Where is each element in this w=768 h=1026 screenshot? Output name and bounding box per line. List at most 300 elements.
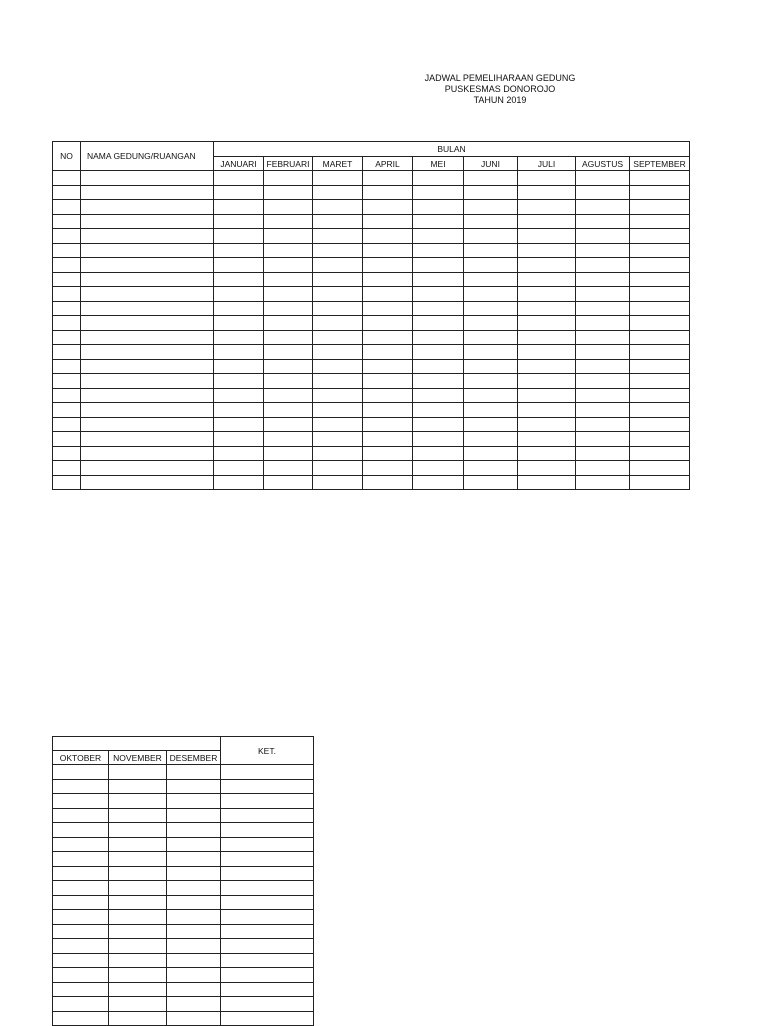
table-cell bbox=[518, 345, 576, 360]
table-cell bbox=[167, 808, 221, 823]
table-cell bbox=[81, 475, 214, 490]
continuation-table bbox=[52, 736, 314, 1026]
table-row bbox=[53, 1011, 314, 1026]
table-cell bbox=[81, 330, 214, 345]
table-cell bbox=[81, 301, 214, 316]
table-cell bbox=[363, 301, 413, 316]
table-cell bbox=[413, 417, 464, 432]
table-cell bbox=[630, 417, 690, 432]
table-cell bbox=[630, 185, 690, 200]
header-building-room: NAMA GEDUNG/RUANGAN bbox=[81, 142, 214, 171]
table-cell bbox=[81, 388, 214, 403]
table-cell bbox=[221, 866, 314, 881]
table-cell bbox=[264, 200, 313, 215]
table-cell bbox=[167, 895, 221, 910]
table-cell bbox=[630, 432, 690, 447]
table-cell bbox=[464, 272, 518, 287]
table-cell bbox=[464, 388, 518, 403]
table-cell bbox=[464, 171, 518, 186]
table-cell bbox=[214, 359, 264, 374]
table-cell bbox=[630, 229, 690, 244]
table-cell bbox=[214, 258, 264, 273]
table-cell bbox=[53, 417, 81, 432]
table-cell bbox=[630, 272, 690, 287]
month-header: FEBRUARI bbox=[264, 157, 313, 171]
table-cell bbox=[363, 388, 413, 403]
table-row bbox=[53, 475, 690, 490]
table-cell bbox=[464, 359, 518, 374]
table-cell bbox=[363, 258, 413, 273]
table-cell bbox=[81, 214, 214, 229]
table-cell bbox=[413, 171, 464, 186]
table-cell bbox=[53, 881, 109, 896]
table-cell bbox=[363, 446, 413, 461]
table-cell bbox=[363, 171, 413, 186]
table-cell bbox=[214, 287, 264, 302]
table-cell bbox=[167, 881, 221, 896]
title-line-2: PUSKESMAS DONOROJO bbox=[444, 84, 556, 94]
table-cell bbox=[576, 287, 630, 302]
table-cell bbox=[214, 345, 264, 360]
table-cell bbox=[221, 794, 314, 809]
month-header: SEPTEMBER bbox=[630, 157, 690, 171]
table-cell bbox=[363, 432, 413, 447]
table-cell bbox=[630, 316, 690, 331]
table-cell bbox=[53, 823, 109, 838]
table-cell bbox=[53, 779, 109, 794]
month-header: APRIL bbox=[363, 157, 413, 171]
table-cell bbox=[264, 388, 313, 403]
table-cell bbox=[518, 272, 576, 287]
table-cell bbox=[53, 461, 81, 476]
table-cell bbox=[413, 229, 464, 244]
table-cell bbox=[413, 432, 464, 447]
table-cell bbox=[313, 388, 363, 403]
table-cell bbox=[313, 417, 363, 432]
table-cell bbox=[264, 258, 313, 273]
table-cell bbox=[630, 258, 690, 273]
table-cell bbox=[413, 446, 464, 461]
table-row bbox=[53, 388, 690, 403]
table-cell bbox=[221, 968, 314, 983]
table-cell bbox=[313, 301, 363, 316]
table-row bbox=[53, 895, 314, 910]
table-cell bbox=[413, 287, 464, 302]
table-cell bbox=[167, 1011, 221, 1026]
table-cell bbox=[221, 982, 314, 997]
table-cell bbox=[464, 229, 518, 244]
table-cell bbox=[313, 229, 363, 244]
table-cell bbox=[464, 316, 518, 331]
table-cell bbox=[576, 432, 630, 447]
table-cell bbox=[630, 374, 690, 389]
table-cell bbox=[264, 345, 313, 360]
month-header: NOVEMBER bbox=[109, 751, 167, 765]
table-cell bbox=[363, 461, 413, 476]
table-cell bbox=[109, 924, 167, 939]
table-cell bbox=[81, 461, 214, 476]
month-header: MEI bbox=[413, 157, 464, 171]
table-row bbox=[53, 837, 314, 852]
table-cell bbox=[109, 997, 167, 1012]
table-cell bbox=[413, 258, 464, 273]
title-line-3: TAHUN 2019 bbox=[473, 95, 527, 105]
table-row bbox=[53, 794, 314, 809]
table-cell bbox=[630, 214, 690, 229]
table-cell bbox=[53, 866, 109, 881]
table-cell bbox=[518, 417, 576, 432]
table-cell bbox=[413, 403, 464, 418]
table-cell bbox=[313, 432, 363, 447]
table-cell bbox=[313, 446, 363, 461]
table-cell bbox=[53, 837, 109, 852]
table-row bbox=[53, 200, 690, 215]
table-cell bbox=[576, 185, 630, 200]
month-header: JULI bbox=[518, 157, 576, 171]
table-cell bbox=[109, 837, 167, 852]
table-cell bbox=[53, 330, 81, 345]
table-cell bbox=[53, 446, 81, 461]
table-cell bbox=[214, 214, 264, 229]
table-cell bbox=[53, 852, 109, 867]
table-cell bbox=[464, 258, 518, 273]
table-cell bbox=[221, 765, 314, 780]
table-cell bbox=[53, 475, 81, 490]
table-cell bbox=[363, 345, 413, 360]
table-cell bbox=[109, 765, 167, 780]
table-cell bbox=[518, 374, 576, 389]
table-cell bbox=[167, 924, 221, 939]
table-row bbox=[53, 881, 314, 896]
table-cell bbox=[81, 316, 214, 331]
table-cell bbox=[630, 171, 690, 186]
table-cell bbox=[109, 866, 167, 881]
table-cell bbox=[81, 171, 214, 186]
table-row bbox=[53, 823, 314, 838]
table-cell bbox=[630, 403, 690, 418]
table-cell bbox=[214, 229, 264, 244]
table-cell bbox=[464, 243, 518, 258]
table-cell bbox=[313, 200, 363, 215]
table-cell bbox=[264, 330, 313, 345]
table-cell bbox=[221, 895, 314, 910]
table-row bbox=[53, 432, 690, 447]
table-cell bbox=[167, 997, 221, 1012]
table-row bbox=[53, 924, 314, 939]
table-cell bbox=[167, 939, 221, 954]
month-header: MARET bbox=[313, 157, 363, 171]
table-cell bbox=[576, 200, 630, 215]
title-line-1: JADWAL PEMELIHARAAN GEDUNG bbox=[424, 73, 576, 83]
table-cell bbox=[576, 374, 630, 389]
table-cell bbox=[53, 808, 109, 823]
table-cell bbox=[167, 982, 221, 997]
table-cell bbox=[630, 200, 690, 215]
table-cell bbox=[264, 432, 313, 447]
table-cell bbox=[363, 214, 413, 229]
table-cell bbox=[221, 997, 314, 1012]
table-cell bbox=[214, 185, 264, 200]
table-cell bbox=[53, 359, 81, 374]
table-row bbox=[53, 953, 314, 968]
table-cell bbox=[53, 968, 109, 983]
table-cell bbox=[167, 837, 221, 852]
table-cell bbox=[576, 345, 630, 360]
table-cell bbox=[109, 939, 167, 954]
table-cell bbox=[109, 852, 167, 867]
table-cell bbox=[630, 287, 690, 302]
table-row bbox=[53, 808, 314, 823]
table-cell bbox=[167, 910, 221, 925]
table-row bbox=[53, 243, 690, 258]
table-cell bbox=[109, 779, 167, 794]
table-cell bbox=[109, 1011, 167, 1026]
table-cell bbox=[53, 185, 81, 200]
table-cell bbox=[53, 765, 109, 780]
table-cell bbox=[53, 939, 109, 954]
table-cell bbox=[313, 214, 363, 229]
table-cell bbox=[518, 316, 576, 331]
table-cell bbox=[464, 200, 518, 215]
table-cell bbox=[518, 432, 576, 447]
table-cell bbox=[167, 968, 221, 983]
table-row bbox=[53, 374, 690, 389]
table-cell bbox=[518, 214, 576, 229]
table-cell bbox=[630, 359, 690, 374]
table-cell bbox=[464, 287, 518, 302]
table-cell bbox=[109, 881, 167, 896]
table-cell bbox=[81, 345, 214, 360]
table-cell bbox=[221, 823, 314, 838]
table-cell bbox=[363, 185, 413, 200]
table-cell bbox=[214, 171, 264, 186]
table-cell bbox=[53, 345, 81, 360]
table-cell bbox=[214, 475, 264, 490]
table-cell bbox=[221, 808, 314, 823]
table-cell bbox=[363, 229, 413, 244]
table-cell bbox=[81, 417, 214, 432]
table-cell bbox=[576, 214, 630, 229]
table-cell bbox=[576, 330, 630, 345]
table-cell bbox=[413, 330, 464, 345]
table-cell bbox=[363, 359, 413, 374]
table-cell bbox=[518, 403, 576, 418]
table-cell bbox=[576, 388, 630, 403]
table-cell bbox=[518, 446, 576, 461]
table-cell bbox=[109, 910, 167, 925]
table-cell bbox=[53, 953, 109, 968]
table-row bbox=[53, 301, 690, 316]
table-cell bbox=[221, 837, 314, 852]
table-cell bbox=[81, 287, 214, 302]
table-cell bbox=[518, 287, 576, 302]
table-cell bbox=[53, 910, 109, 925]
month-header: DESEMBER bbox=[167, 751, 221, 765]
month-header: JUNI bbox=[464, 157, 518, 171]
table-cell bbox=[630, 446, 690, 461]
month-header: OKTOBER bbox=[53, 751, 109, 765]
table-cell bbox=[464, 432, 518, 447]
table-cell bbox=[81, 359, 214, 374]
table-cell bbox=[630, 461, 690, 476]
table-cell bbox=[264, 446, 313, 461]
table-cell bbox=[53, 388, 81, 403]
table-cell bbox=[264, 171, 313, 186]
table-cell bbox=[53, 258, 81, 273]
table-cell bbox=[53, 895, 109, 910]
table-cell bbox=[413, 301, 464, 316]
table-row bbox=[53, 939, 314, 954]
table-cell bbox=[576, 272, 630, 287]
table-cell bbox=[81, 185, 214, 200]
main-table-body bbox=[53, 171, 690, 490]
table-cell bbox=[413, 243, 464, 258]
table-cell bbox=[53, 287, 81, 302]
table-cell bbox=[576, 316, 630, 331]
header-ket: KET. bbox=[221, 737, 314, 765]
table-cell bbox=[264, 272, 313, 287]
table-cell bbox=[109, 982, 167, 997]
table-cell bbox=[363, 243, 413, 258]
table-cell bbox=[264, 229, 313, 244]
table-cell bbox=[264, 185, 313, 200]
table-cell bbox=[53, 200, 81, 215]
table-cell bbox=[81, 272, 214, 287]
table-cell bbox=[413, 461, 464, 476]
table-cell bbox=[167, 953, 221, 968]
table-cell bbox=[464, 403, 518, 418]
table-cell bbox=[464, 214, 518, 229]
table-cell bbox=[109, 794, 167, 809]
table-cell bbox=[464, 345, 518, 360]
table-cell bbox=[413, 475, 464, 490]
table-cell bbox=[363, 475, 413, 490]
table-cell bbox=[214, 200, 264, 215]
table-cell bbox=[53, 1011, 109, 1026]
table-cell bbox=[167, 794, 221, 809]
table-row bbox=[53, 997, 314, 1012]
table-row bbox=[53, 910, 314, 925]
table-cell bbox=[630, 345, 690, 360]
table-cell bbox=[81, 243, 214, 258]
table-cell bbox=[214, 272, 264, 287]
table-cell bbox=[264, 243, 313, 258]
table-cell bbox=[576, 301, 630, 316]
table-cell bbox=[167, 852, 221, 867]
table-cell bbox=[518, 258, 576, 273]
table-cell bbox=[630, 388, 690, 403]
table-cell bbox=[518, 475, 576, 490]
table-cell bbox=[264, 475, 313, 490]
table-cell bbox=[576, 258, 630, 273]
table-cell bbox=[53, 171, 81, 186]
table-cell bbox=[313, 461, 363, 476]
table-row bbox=[53, 258, 690, 273]
table-cell bbox=[264, 461, 313, 476]
table-cell bbox=[53, 301, 81, 316]
table-cell bbox=[363, 272, 413, 287]
table-cell bbox=[264, 374, 313, 389]
table-cell bbox=[313, 316, 363, 331]
document-title bbox=[400, 73, 600, 106]
table-cell bbox=[518, 388, 576, 403]
table-cell bbox=[464, 417, 518, 432]
table-cell bbox=[81, 446, 214, 461]
table-row bbox=[53, 779, 314, 794]
table-cell bbox=[576, 243, 630, 258]
table-row bbox=[53, 330, 690, 345]
table-cell bbox=[264, 301, 313, 316]
table-cell bbox=[363, 417, 413, 432]
table-cell bbox=[109, 808, 167, 823]
table-cell bbox=[167, 866, 221, 881]
table-cell bbox=[53, 229, 81, 244]
table-row bbox=[53, 345, 690, 360]
table-cell bbox=[313, 258, 363, 273]
table-row bbox=[53, 214, 690, 229]
table-cell bbox=[214, 417, 264, 432]
table-cell bbox=[53, 243, 81, 258]
table-cell bbox=[413, 359, 464, 374]
table-cell bbox=[313, 185, 363, 200]
table-cell bbox=[464, 374, 518, 389]
table-cell bbox=[576, 171, 630, 186]
table-cell bbox=[53, 214, 81, 229]
table-cell bbox=[81, 432, 214, 447]
table-cell bbox=[221, 939, 314, 954]
table-row bbox=[53, 461, 690, 476]
table-cell bbox=[413, 272, 464, 287]
table-cell bbox=[109, 968, 167, 983]
table-cell bbox=[109, 953, 167, 968]
table-cell bbox=[313, 330, 363, 345]
table-cell bbox=[518, 330, 576, 345]
table-cell bbox=[53, 794, 109, 809]
table-cell bbox=[413, 200, 464, 215]
table-row bbox=[53, 446, 690, 461]
table-cell bbox=[518, 301, 576, 316]
table-cell bbox=[264, 359, 313, 374]
table-cell bbox=[313, 403, 363, 418]
table-row bbox=[53, 316, 690, 331]
table-cell bbox=[81, 403, 214, 418]
table-cell bbox=[53, 374, 81, 389]
table-cell bbox=[576, 359, 630, 374]
table-cell bbox=[53, 403, 81, 418]
table-cell bbox=[518, 200, 576, 215]
table-cell bbox=[413, 388, 464, 403]
table-cell bbox=[518, 359, 576, 374]
table-cell bbox=[221, 779, 314, 794]
table-cell bbox=[81, 200, 214, 215]
table-cell bbox=[413, 214, 464, 229]
table-row bbox=[53, 185, 690, 200]
table-row bbox=[53, 982, 314, 997]
table-cell bbox=[363, 374, 413, 389]
table-cell bbox=[53, 432, 81, 447]
table-cell bbox=[53, 272, 81, 287]
table-cell bbox=[264, 403, 313, 418]
table-cell bbox=[214, 446, 264, 461]
table-cell bbox=[413, 185, 464, 200]
table-cell bbox=[109, 895, 167, 910]
table-cell bbox=[167, 765, 221, 780]
table-cell bbox=[363, 403, 413, 418]
table-row bbox=[53, 765, 314, 780]
table-cell bbox=[167, 823, 221, 838]
table-cell bbox=[313, 359, 363, 374]
table-cell bbox=[214, 461, 264, 476]
